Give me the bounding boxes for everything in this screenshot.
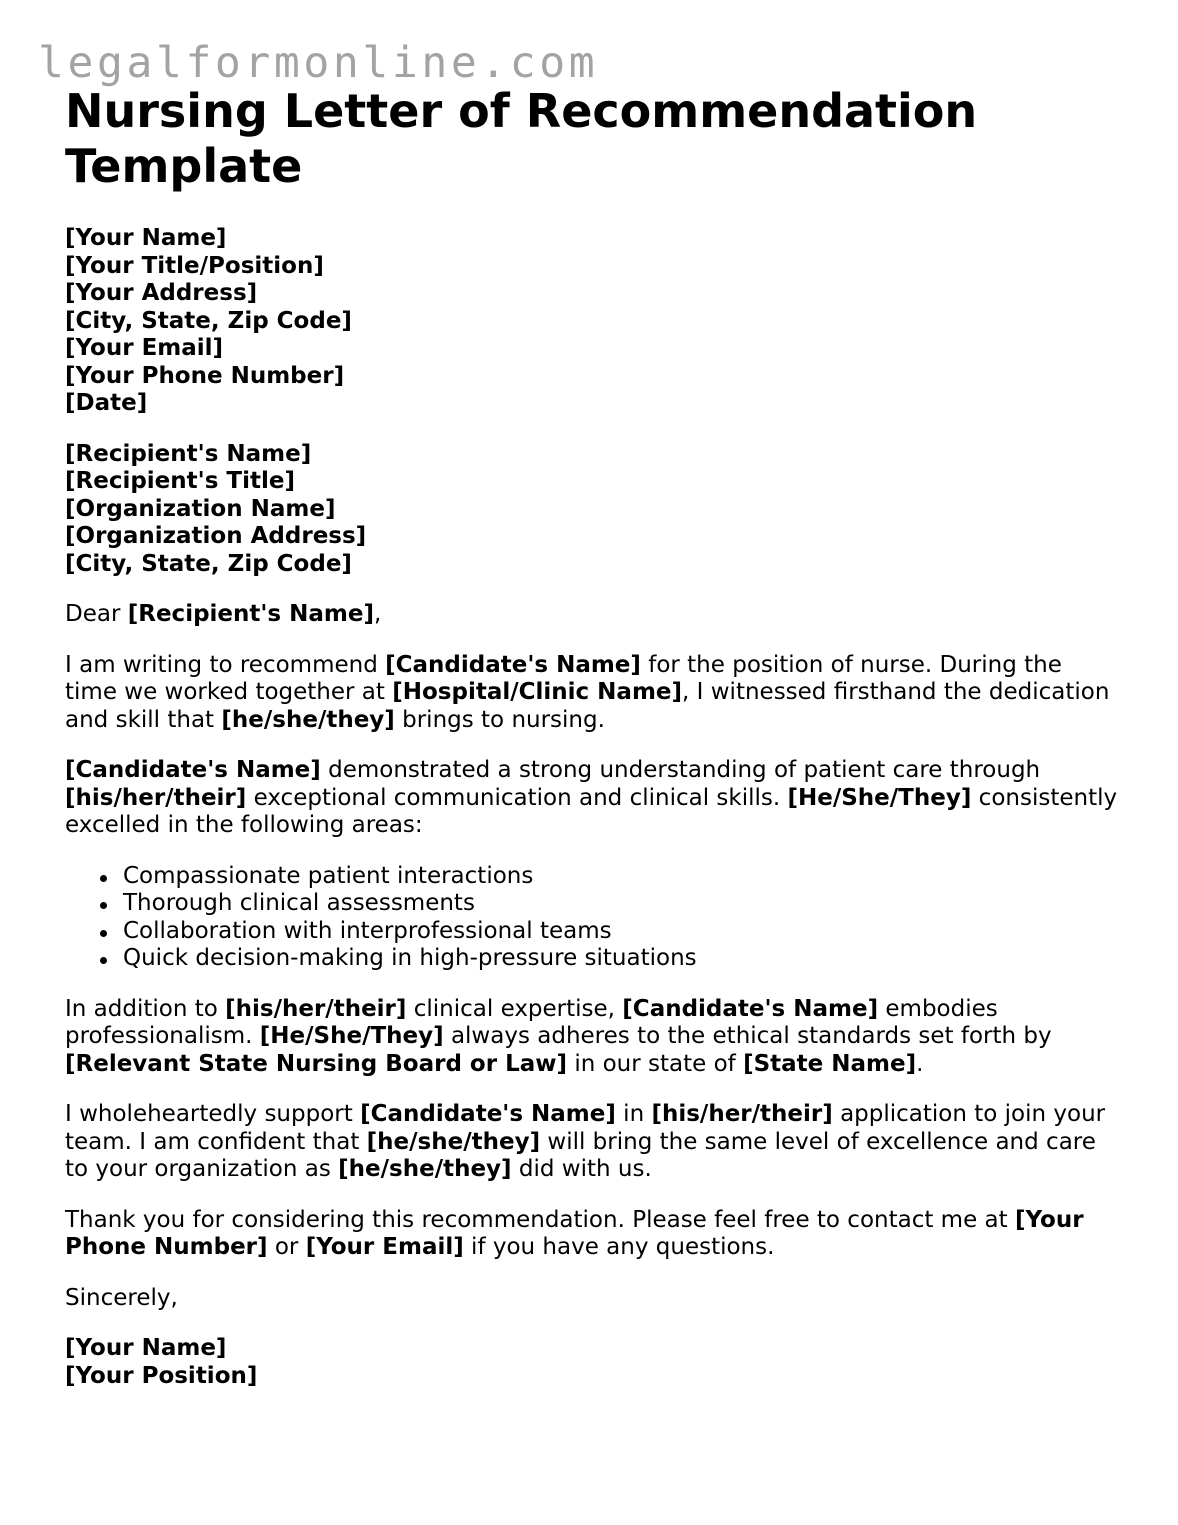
text-run: and skill that (65, 706, 222, 733)
paragraph-contact (65, 1207, 1125, 1262)
list-item-text: Thorough clinical assessments (123, 890, 475, 916)
text-run: team. I am confident that (65, 1128, 367, 1155)
signature-block (65, 1335, 1125, 1390)
text-line (65, 308, 1125, 336)
placeholder-field: [he/she/they] (338, 1156, 512, 1182)
text-line (65, 468, 1125, 496)
placeholder-field: [Candidate's Name] (360, 1101, 616, 1127)
text-run: clinical expertise, (406, 995, 623, 1022)
text-run: , (373, 601, 382, 627)
text-run: professionalism. (65, 1023, 260, 1049)
placeholder-field: [Your Name] (65, 1335, 227, 1361)
text-line (65, 1207, 1125, 1235)
paragraph-professionalism (65, 996, 1125, 1079)
list-item (123, 945, 1125, 973)
text-run: did with us. (511, 1156, 652, 1182)
list-item (123, 890, 1125, 918)
text-line (65, 441, 1125, 469)
placeholder-field: [he/she/they] (366, 1128, 541, 1155)
placeholder-field: [Your (1014, 1206, 1084, 1233)
bullet-icon (100, 902, 107, 909)
bullet-icon (100, 957, 107, 964)
text-line (65, 390, 1125, 418)
text-line (65, 1101, 1125, 1129)
text-run: time we worked together at (65, 679, 393, 705)
placeholder-field: [Your Position] (65, 1362, 258, 1389)
text-run: I am writing to recommend (65, 651, 386, 678)
text-line (65, 1023, 1125, 1051)
text-run: always adheres to the ethical standards set forth by (443, 1023, 1052, 1049)
paragraph-introduction (65, 652, 1125, 735)
text-run: Dear (65, 601, 128, 627)
placeholder-field: [State Name] (743, 1050, 917, 1077)
placeholder-field: [Organization Address] (65, 523, 367, 549)
text-run: to your organization as (65, 1156, 339, 1182)
placeholder-field: [Your Phone Number] (65, 362, 345, 389)
placeholder-field: [Your Title/Position] (65, 252, 324, 279)
text-line (65, 1051, 1125, 1079)
text-line (65, 225, 1125, 253)
text-line (65, 707, 1125, 735)
text-run: will bring the same level of excellence and care (540, 1128, 1096, 1155)
placeholder-field: [Your Address] (65, 280, 258, 306)
paragraph-support (65, 1101, 1125, 1184)
text-run: brings to nursing. (394, 706, 605, 733)
placeholder-field: [his/her/their] (225, 995, 407, 1022)
text-line (65, 1363, 1125, 1391)
text-line (65, 551, 1125, 579)
list-item-text: Collaboration with interprofessional teams (123, 917, 612, 944)
text-line (65, 757, 1125, 785)
text-line (65, 335, 1125, 363)
text-run: exceptional communication and clinical skills. (246, 784, 788, 811)
placeholder-field: Phone Number] (65, 1234, 268, 1260)
placeholder-field: [Recipient's Name] (127, 601, 374, 627)
placeholder-field: [Recipient's Name] (65, 440, 312, 467)
text-run: , I witnessed firsthand the dedication (682, 679, 1110, 705)
list-item-text: Quick decision-making in high-pressure situations (123, 945, 697, 971)
text-run: . (916, 1050, 924, 1077)
text-line (65, 1335, 1125, 1363)
text-line (65, 785, 1125, 813)
text-line (65, 1234, 1125, 1262)
document-title: Nursing Letter of Recommendation Template (65, 84, 978, 193)
text-line (65, 812, 1125, 840)
bullet-icon (100, 930, 107, 937)
text-run: for the position of nurse. During the (640, 651, 1062, 678)
text-run: in our state of (567, 1050, 744, 1077)
sender-address-block (65, 225, 1125, 418)
placeholder-field: [Hospital/Clinic Name] (392, 679, 683, 705)
salutation (65, 601, 1125, 629)
text-line (65, 363, 1125, 391)
text-line (65, 601, 1125, 629)
placeholder-field: [Recipient's Title] (65, 468, 295, 494)
text-run: or (267, 1234, 306, 1260)
placeholder-field: [Relevant State Nursing Board or Law] (65, 1050, 568, 1077)
skills-list (65, 863, 1125, 973)
placeholder-field: [Candidate's Name] (65, 757, 321, 783)
placeholder-field: [Your Name] (65, 225, 227, 251)
list-item-text: Compassionate patient interactions (123, 862, 534, 889)
sign-off: Sincerely, (65, 1284, 178, 1311)
placeholder-field: [City, State, Zip Code] (65, 307, 352, 334)
text-run: In addition to (65, 995, 226, 1022)
letter-content (65, 84, 1125, 1413)
text-line (65, 253, 1125, 281)
text-run: consistently (971, 784, 1118, 811)
placeholder-field: [Candidate's Name] (622, 995, 879, 1022)
text-run: embodies (878, 995, 998, 1022)
text-line (65, 523, 1125, 551)
placeholder-field: [his/her/their] (65, 784, 247, 811)
placeholder-field: [He/She/They] (259, 1023, 444, 1049)
text-run: Thank you for considering this recommendation. Please feel free to contact me at (65, 1206, 1015, 1233)
list-item (123, 863, 1125, 891)
text-line (65, 1129, 1125, 1157)
placeholder-field: [Your Email] (65, 335, 224, 361)
text-line (65, 996, 1125, 1024)
text-run: in (615, 1101, 652, 1127)
text-run: demonstrated a strong understanding of patient care through (320, 757, 1041, 783)
placeholder-field: [He/She/They] (787, 784, 972, 811)
text-line (65, 280, 1125, 308)
text-run: I wholeheartedly support (65, 1101, 361, 1127)
placeholder-field: [Your Email] (305, 1234, 464, 1260)
paragraph-skills-intro (65, 757, 1125, 840)
placeholder-field: [Organization Name] (65, 495, 336, 522)
text-run: application to join your (832, 1101, 1106, 1127)
text-line (65, 679, 1125, 707)
text-line (65, 496, 1125, 524)
placeholder-field: [his/her/their] (651, 1101, 833, 1127)
placeholder-field: [he/she/they] (221, 706, 395, 733)
text-run: if you have any questions. (463, 1234, 775, 1260)
site-watermark: legalformonline.com (38, 38, 599, 88)
text-line (65, 1156, 1125, 1184)
placeholder-field: [City, State, Zip Code] (65, 550, 352, 577)
placeholder-field: [Candidate's Name] (385, 651, 641, 678)
placeholder-field: [Date] (65, 390, 148, 416)
bullet-icon (100, 875, 107, 882)
text-run: excelled in the following areas: (65, 812, 423, 838)
text-line (65, 652, 1125, 680)
recipient-address-block (65, 441, 1125, 579)
list-item (123, 918, 1125, 946)
